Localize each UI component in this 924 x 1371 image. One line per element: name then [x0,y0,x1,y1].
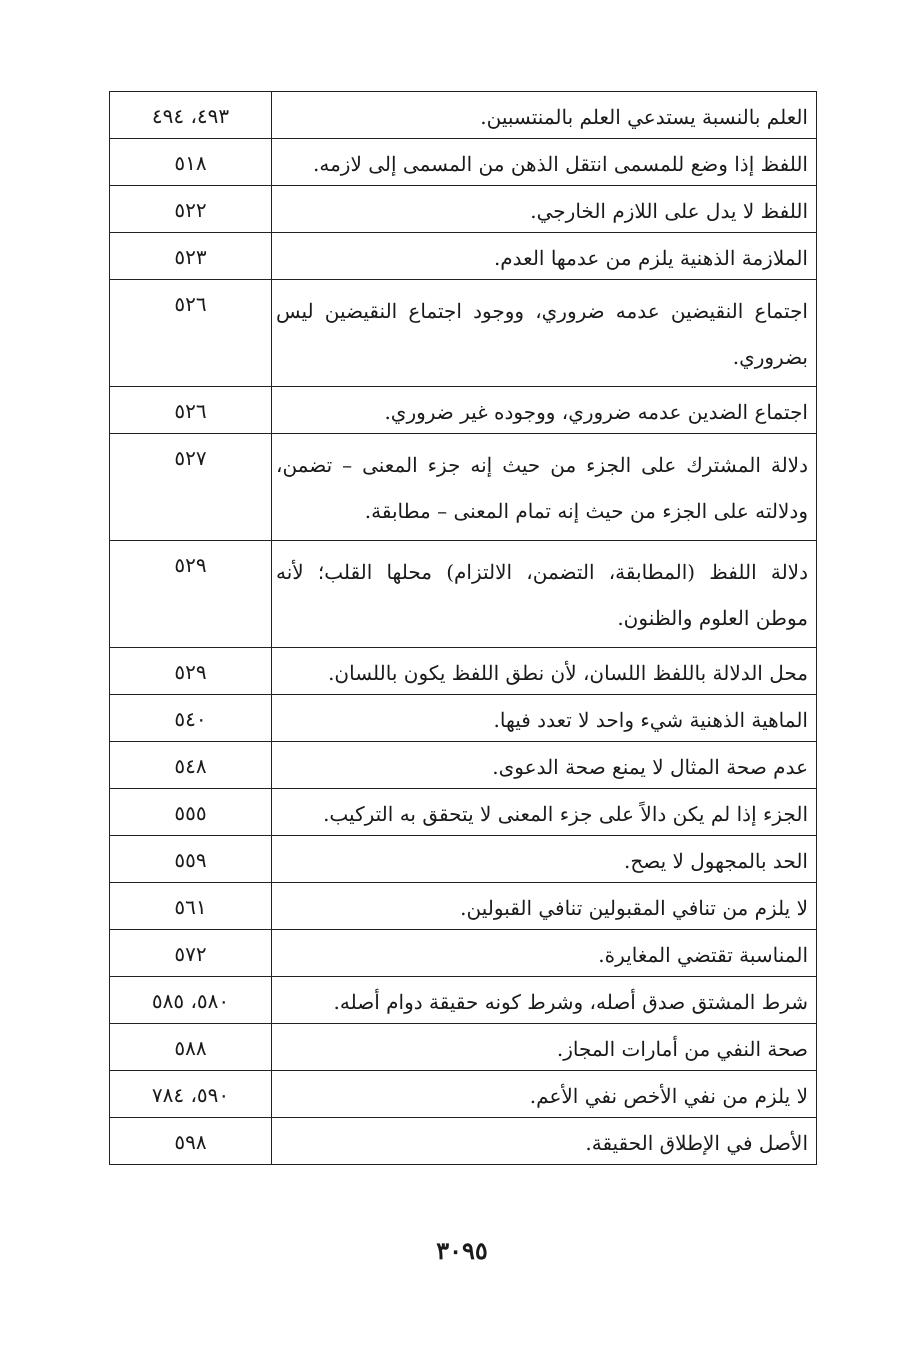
rule-text: لا يلزم من نفي الأخص نفي الأعم. [272,1071,817,1118]
rule-text: اجتماع النقيضين عدمه ضروري، ووجود اجتماع النقيضين ليس بضروري. [272,280,817,387]
table-row [110,186,817,233]
page-references: ٥٤٠ [110,695,272,742]
page-references: ٥٩٨ [110,1118,272,1165]
rule-text: اللفظ لا يدل على اللازم الخارجي. [272,186,817,233]
table-row [110,836,817,883]
rule-text: اجتماع الضدين عدمه ضروري، ووجوده غير ضروري. [272,387,817,434]
rule-text: شرط المشتق صدق أصله، وشرط كونه حقيقة دوام أصله. [272,977,817,1024]
table-row [110,92,817,139]
rule-text: الماهية الذهنية شيء واحد لا تعدد فيها. [272,695,817,742]
page-references: ٥٢٦ [110,280,272,387]
page-number: ٣٠٩٥ [436,1236,488,1265]
table-row [110,883,817,930]
table-row [110,1071,817,1118]
page-references: ٥١٨ [110,139,272,186]
page-references: ٥٥٥ [110,789,272,836]
page-references: ٥٢٩ [110,541,272,648]
page-references: ٥٢٢ [110,186,272,233]
table-row [110,1024,817,1071]
rule-text: دلالة اللفظ (المطابقة، التضمن، الالتزام) محلها القلب؛ لأنه موطن العلوم والظنون. [272,541,817,648]
page-references: ٥٢٣ [110,233,272,280]
page-references: ٥٤٨ [110,742,272,789]
table-row [110,541,817,648]
rule-text: الجزء إذا لم يكن دالاً على جزء المعنى لا يتحقق به التركيب. [272,789,817,836]
rule-text: الملازمة الذهنية يلزم من عدمها العدم. [272,233,817,280]
table-row [110,695,817,742]
rule-text: محل الدلالة باللفظ اللسان، لأن نطق اللفظ يكون باللسان. [272,648,817,695]
rule-text: العلم بالنسبة يستدعي العلم بالمنتسبين. [272,92,817,139]
page-references: ٥٥٩ [110,836,272,883]
rules-table-body [110,92,817,1165]
rule-text: اللفظ إذا وضع للمسمى انتقل الذهن من المسمى إلى لازمه. [272,139,817,186]
table-row [110,434,817,541]
table-row [110,648,817,695]
table-row [110,977,817,1024]
rule-text: المناسبة تقتضي المغايرة. [272,930,817,977]
page-references: ٥٦١ [110,883,272,930]
rule-text: الحد بالمجهول لا يصح. [272,836,817,883]
rules-index-table [109,91,817,1165]
table-row [110,1118,817,1165]
page-references: ٥٢٩ [110,648,272,695]
page-references: ٥٢٧ [110,434,272,541]
page-references: ٥٧٢ [110,930,272,977]
table-row [110,139,817,186]
page-references: ٥٢٦ [110,387,272,434]
table-row [110,387,817,434]
page-references: ٥٨٠، ٥٨٥ [110,977,272,1024]
table-row [110,930,817,977]
table-row [110,742,817,789]
table-row [110,789,817,836]
table-row [110,233,817,280]
page-references: ٤٩٣، ٤٩٤ [110,92,272,139]
rule-text: لا يلزم من تنافي المقبولين تنافي القبولين. [272,883,817,930]
page-references: ٥٨٨ [110,1024,272,1071]
table-row [110,280,817,387]
rule-text: عدم صحة المثال لا يمنع صحة الدعوى. [272,742,817,789]
rule-text: الأصل في الإطلاق الحقيقة. [272,1118,817,1165]
rule-text: دلالة المشترك على الجزء من حيث إنه جزء المعنى – تضمن، ودلالته على الجزء من حيث إنه تمام المعنى – مطابقة. [272,434,817,541]
rule-text: صحة النفي من أمارات المجاز. [272,1024,817,1071]
page-references: ٥٩٠، ٧٨٤ [110,1071,272,1118]
